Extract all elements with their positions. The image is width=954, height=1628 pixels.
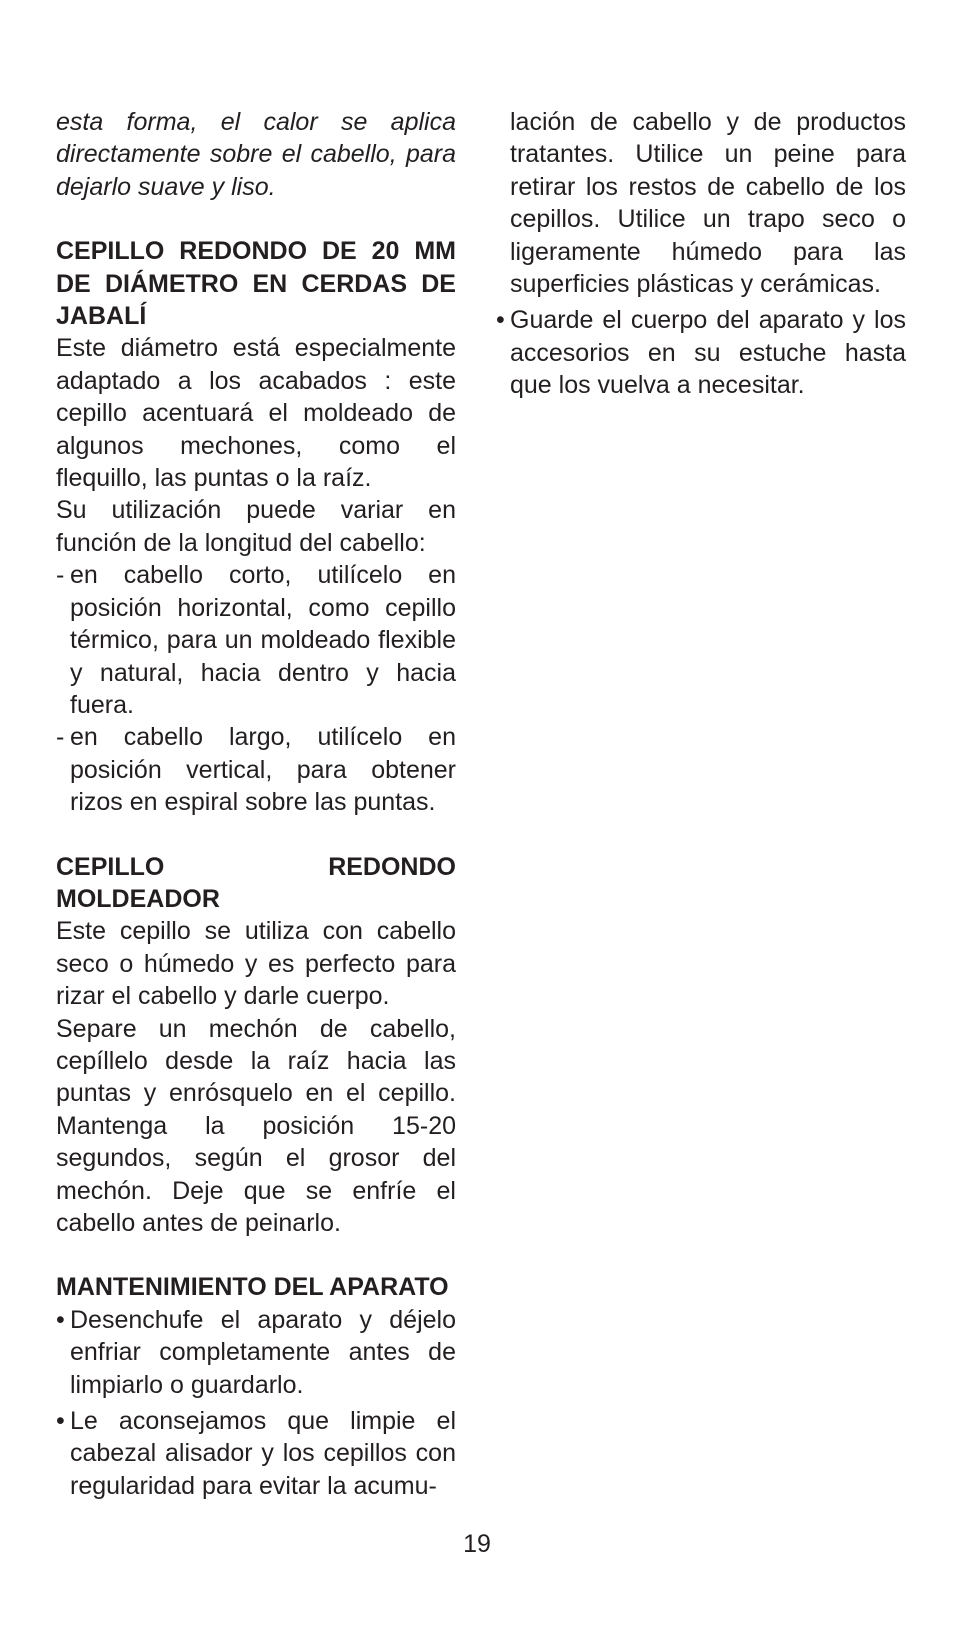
paragraph: Este diámetro está especialmente adaptado a los acabados : este cepillo acentuará el moldeado de algunos mechones, como el flequillo, las puntas o la raíz. — [56, 334, 456, 493]
section-maintenance — [56, 1271, 456, 1502]
list-item-text: Desenchufe el aparato y déjelo enfriar completamente antes de limpiarlo o guardarlo. — [70, 1305, 456, 1399]
section-heading: MANTENIMIENTO DEL APARATO — [56, 1273, 449, 1302]
list-item-text: en cabello largo, utilícelo en posición vertical, para obtener rizos en espiral sobre las puntas. — [70, 723, 456, 817]
section-heading: CEPILLO REDONDO DE 20 MM DE DIÁMETRO EN CERDAS DE JABALÍ — [56, 237, 456, 331]
bullet-marker: • — [496, 306, 505, 335]
list-item — [56, 559, 456, 721]
paragraph: Este cepillo se utiliza con cabello seco o húmedo y es perfecto para rizar el cabello y darle cuerpo. — [56, 917, 456, 1011]
bullet-marker: • — [56, 1407, 65, 1436]
left-column — [56, 106, 456, 1502]
list-item — [56, 1304, 456, 1401]
section-heading: CEPILLO REDONDO MOLDEADOR — [56, 852, 456, 913]
intro-paragraph: esta forma, el calor se aplica directamente sobre el cabello, para dejarlo suave y liso. — [56, 108, 456, 201]
dash-list — [56, 559, 456, 818]
right-column — [496, 106, 906, 402]
list-item — [56, 721, 456, 818]
bullet-list-continued — [496, 106, 906, 402]
list-item — [56, 1405, 456, 1502]
paragraph: Su utilización puede variar en función de la longitud del cabello: — [56, 496, 456, 557]
section-round-brush-20mm — [56, 235, 456, 818]
bullet-marker: • — [56, 1305, 65, 1334]
bullet-list — [56, 1304, 456, 1502]
list-item-text: Guarde el cuerpo del aparato y los accesorios en su estuche hasta que los vuelva a necesitar. — [510, 306, 906, 400]
list-item-text: en cabello corto, utilícelo en posición horizontal, como cepillo térmico, para un moldeado flexible y natural, hacia dentro y hacia fuera. — [70, 561, 456, 719]
list-item-text: Le aconsejamos que limpie el cabezal alisador y los cepillos con regularidad para evitar la acumu- — [70, 1407, 456, 1500]
list-item-continued — [496, 106, 906, 300]
section-styling-brush — [56, 851, 456, 1240]
page-number: 19 — [463, 1530, 491, 1558]
list-item-text: lación de cabello y de productos tratantes. Utilice un peine para retirar los restos de cabello de los cepillos. Utilice un trapo seco o ligeramente húmedo para las superficies plásticas y cerámicas. — [510, 108, 906, 299]
paragraph: Separe un mechón de cabello, cepíllelo desde la raíz hacia las puntas y enrósquelo en el cepillo. Mantenga la posición 15-20 segundos, según el grosor del mechón. Deje que se enfríe el cabello antes de peinarlo. — [56, 1014, 456, 1237]
list-item — [496, 304, 906, 401]
dash-marker: - — [56, 723, 65, 752]
dash-marker: - — [56, 561, 65, 590]
